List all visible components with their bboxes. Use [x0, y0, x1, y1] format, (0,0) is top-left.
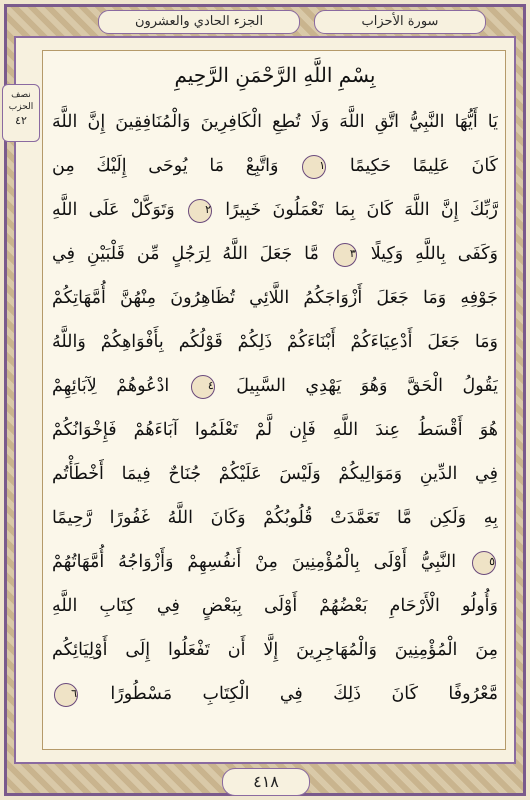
- ayah-number-marker: ٣: [333, 243, 357, 267]
- verse-line: مِنَ الْمُؤْمِنِينَ وَالْمُهَاجِرِينَ إِلَّا أَن تَفْعَلُوا إِلَى أَوْلِيَائِكُم: [52, 640, 498, 660]
- ayah-number-marker: ٦: [54, 683, 78, 707]
- verse-text: يَقُولُ الْحَقَّ وَهُوَ يَهْدِي السَّبِيلَ: [216, 376, 498, 396]
- verse-line: هُوَ أَقْسَطُ عِندَ اللَّهِ فَإِن لَّمْ تَعْلَمُوا آبَاءَهُمْ فَإِخْوَانُكُمْ: [52, 420, 498, 440]
- verse-line: وَمَا جَعَلَ أَدْعِيَاءَكُمْ أَبْنَاءَكُمْ ذَلِكُمْ قَوْلُكُم بِأَفْوَاهِكُمْ وَاللَّهُ: [52, 332, 498, 352]
- verse-line: [52, 672, 498, 716]
- verse-text: النَّبِيُّ أَوْلَى بِالْمُؤْمِنِينَ مِنْ أَنفُسِهِمْ وَأَزْوَاجُهُ أُمَّهَاتُهُمْ: [52, 552, 470, 572]
- hizb-number: ٤٢: [15, 114, 27, 127]
- verse-text: ادْعُوهُمْ لِآبَائِهِمْ: [52, 376, 189, 396]
- verse-line: فِي الدِّينِ وَمَوَالِيكُمْ وَلَيْسَ عَلَيْكُمْ جُنَاحٌ فِيمَا أَخْطَأْتُم: [52, 464, 498, 484]
- verse-line: [52, 144, 498, 188]
- juz-label: الجزء الحادي والعشرون: [98, 10, 300, 34]
- verse-line: جَوْفِهِ وَمَا جَعَلَ أَزْوَاجَكُمُ اللَّائِي تُظَاهِرُونَ مِنْهُنَّ أُمَّهَاتِكُمْ: [52, 288, 498, 308]
- ayah-number-marker: ١: [302, 155, 326, 179]
- ayah-number-marker: ٥: [472, 551, 496, 575]
- verse-line: بِهِ وَلَكِن مَّا تَعَمَّدَتْ قُلُوبُكُمْ وَكَانَ اللَّهُ غَفُورًا رَّحِيمًا: [52, 508, 498, 528]
- verse-lines: [52, 100, 498, 716]
- verse-text: مَّا جَعَلَ اللَّهُ لِرَجُلٍ مِّن قَلْبَيْنِ فِي: [52, 244, 331, 264]
- verse-text: وَكَفَى بِاللَّهِ وَكِيلًا: [358, 244, 498, 264]
- page-header: [14, 8, 516, 34]
- surah-label: سورة الأحزاب: [314, 10, 486, 34]
- verse-text: وَتَوَكَّلْ عَلَى اللَّهِ: [52, 200, 186, 220]
- page-number: ٤١٨: [222, 768, 310, 796]
- ayah-number-marker: ٤: [191, 375, 215, 399]
- verse-line: وَأُولُو الْأَرْحَامِ بَعْضُهُمْ أَوْلَى بِبَعْضٍ فِي كِتَابِ اللَّهِ: [52, 596, 498, 616]
- verse-line: [52, 540, 498, 584]
- verse-text: مَّعْرُوفًا كَانَ ذَلِكَ فِي الْكِتَابِ مَسْطُورًا: [80, 684, 498, 704]
- hizb-marker: [2, 84, 40, 142]
- verse-line: [52, 364, 498, 408]
- verse-line: [52, 232, 498, 276]
- bismillah: بِسْمِ اللَّهِ الرَّحْمَنِ الرَّحِيمِ: [174, 63, 376, 87]
- hizb-label-half: نصف: [11, 90, 31, 100]
- verse-text: وَاتَّبِعْ مَا يُوحَى إِلَيْكَ مِن: [52, 156, 301, 176]
- ayah-number-marker: ٢: [188, 199, 212, 223]
- verse-line: [52, 188, 498, 232]
- verse-text: رَّبِّكَ إِنَّ اللَّهَ كَانَ بِمَا تَعْمَلُونَ خَبِيرًا: [214, 200, 498, 220]
- verse-line: يَا أَيُّهَا النَّبِيُّ اتَّقِ اللَّهَ وَلَا تُطِعِ الْكَافِرِينَ وَالْمُنَافِقِينَ إِنَّ اللَّهَ: [52, 112, 498, 132]
- hizb-label-hizb: الحزب: [8, 102, 34, 112]
- verse-text: كَانَ عَلِيمًا حَكِيمًا: [328, 156, 498, 176]
